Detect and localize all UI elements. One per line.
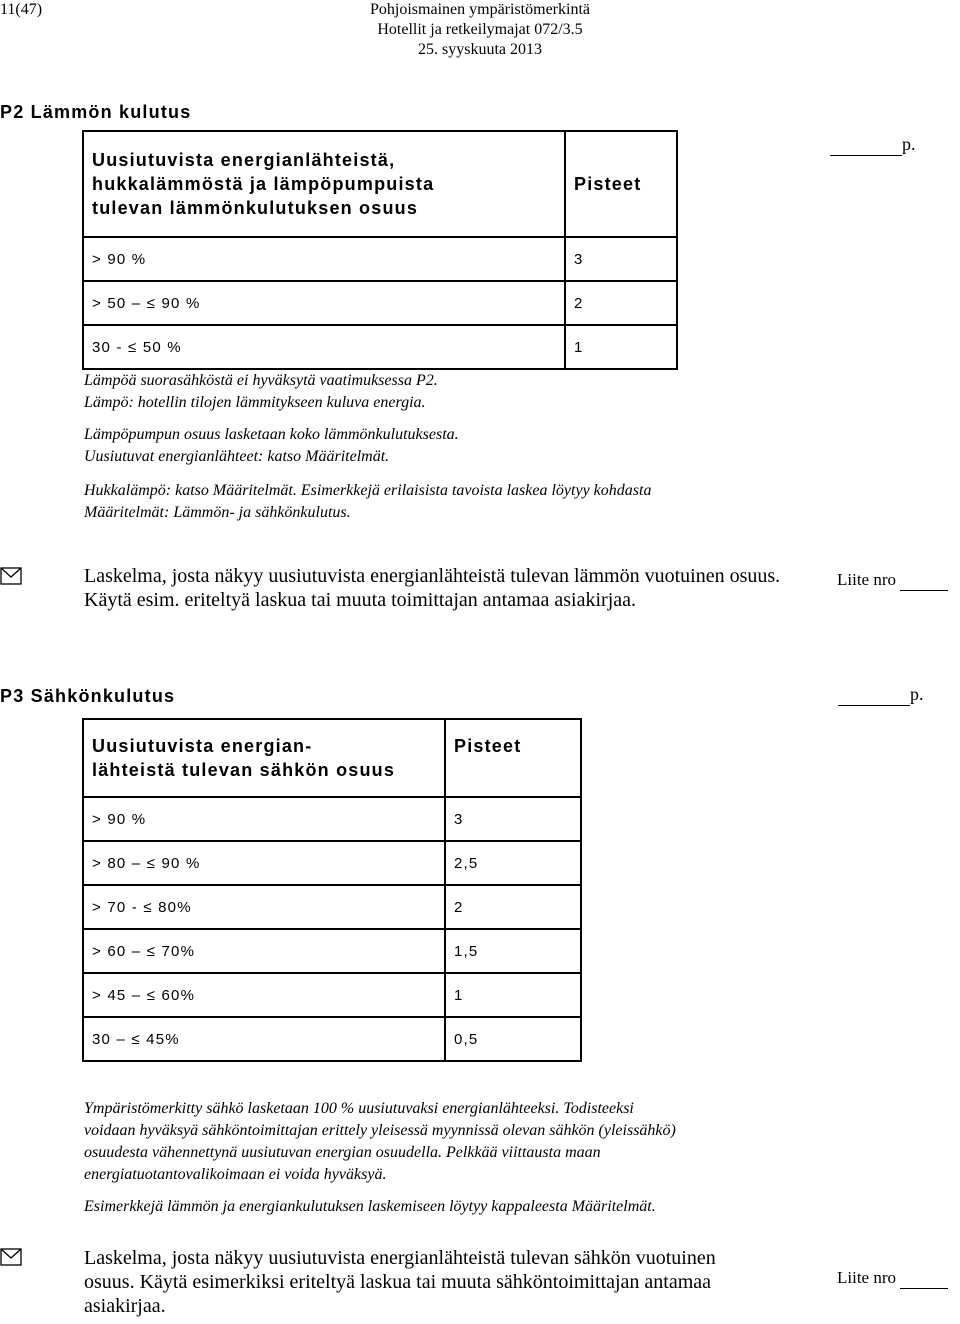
p2-col2-header: Pisteet bbox=[565, 131, 677, 237]
table-row bbox=[83, 885, 581, 929]
points-cell: 3 bbox=[565, 237, 677, 281]
p2-attachment-field bbox=[837, 570, 948, 591]
p3-col1-header: Uusiutuvista energian- lähteistä tulevan sähkön osuus bbox=[83, 719, 445, 797]
p3-points-blank[interactable] bbox=[838, 684, 910, 706]
note-line: Lämpöpumpun osuus lasketaan koko lämmönkulutuksesta. bbox=[84, 426, 459, 443]
table-row bbox=[83, 1017, 581, 1061]
p3-title: P3 Sähkönkulutus bbox=[0, 686, 176, 706]
table-header-row bbox=[83, 719, 581, 797]
p2-points-field bbox=[830, 134, 916, 156]
p2-score-table bbox=[82, 130, 678, 370]
points-cell: 0,5 bbox=[445, 1017, 581, 1061]
points-cell: 1 bbox=[565, 325, 677, 369]
attachment-label: Liite nro bbox=[837, 570, 897, 589]
p2-col1-header: Uusiutuvista energianlähteistä, hukkalämmöstä ja lämpöpumpuista tulevan lämmönkulutuksen osuus bbox=[83, 131, 565, 237]
note-line: osuudesta vähennettynä uusiutuvan energian osuudella. Pelkkää viittausta maan bbox=[84, 1144, 601, 1161]
points-cell: 1,5 bbox=[445, 929, 581, 973]
note-line: Esimerkkejä lämmön ja energiankulutuksen laskemiseen löytyy kappaleesta Määritelmät. bbox=[84, 1198, 656, 1215]
note-line: Ympäristömerkitty sähkö lasketaan 100 % uusiutuvaksi energianlähteeksi. Todisteeksi bbox=[84, 1100, 634, 1117]
p3-attachment-field bbox=[837, 1268, 948, 1289]
note-line: Uusiutuvat energianlähteet: katso Määritelmät. bbox=[84, 448, 390, 465]
points-cell: 2 bbox=[445, 885, 581, 929]
note-line: Määritelmät: Lämmön- ja sähkönkulutus. bbox=[84, 504, 351, 521]
p2-points-blank[interactable] bbox=[830, 134, 902, 156]
p2-attachment-text: Laskelma, josta näkyy uusiutuvista energianlähteistä tulevan lämmön vuotuinen osuus. Käytä esim. eriteltyä laskua tai muuta toimittajan antamaa asiakirjaa. bbox=[84, 565, 781, 611]
points-cell: 2,5 bbox=[445, 841, 581, 885]
p3-col2-header: Pisteet bbox=[445, 719, 581, 797]
envelope-icon bbox=[0, 1248, 22, 1266]
table-row bbox=[83, 841, 581, 885]
range-cell: > 90 % bbox=[83, 237, 565, 281]
envelope-icon bbox=[0, 567, 22, 585]
document-header bbox=[300, 0, 660, 60]
p3-points-field bbox=[838, 684, 924, 706]
p2-points-suffix: p. bbox=[902, 134, 916, 154]
points-cell: 1 bbox=[445, 973, 581, 1017]
note-line: voidaan hyväksyä sähköntoimittajan erittely yleisessä myynnissä olevan sähkön (yleissähkö) bbox=[84, 1122, 676, 1139]
header-line-2: Hotellit ja retkeilymajat 072/3.5 bbox=[377, 21, 583, 38]
range-cell: > 45 – ≤ 60% bbox=[83, 973, 445, 1017]
p2-title: P2 Lämmön kulutus bbox=[0, 102, 192, 122]
header-line-3: 25. syyskuuta 2013 bbox=[418, 41, 542, 58]
range-cell: 30 – ≤ 45% bbox=[83, 1017, 445, 1061]
p3-score-table bbox=[82, 718, 582, 1062]
table-row bbox=[83, 973, 581, 1017]
attachment-number-blank[interactable] bbox=[900, 1268, 948, 1289]
p3-notes bbox=[84, 1098, 676, 1218]
table-row bbox=[83, 929, 581, 973]
table-row bbox=[83, 325, 677, 369]
p2-notes bbox=[84, 370, 651, 524]
table-row bbox=[83, 281, 677, 325]
table-row bbox=[83, 237, 677, 281]
header-line-1: Pohjoismainen ympäristömerkintä bbox=[370, 1, 590, 18]
attachment-number-blank[interactable] bbox=[900, 570, 948, 591]
range-cell: > 80 – ≤ 90 % bbox=[83, 841, 445, 885]
points-cell: 3 bbox=[445, 797, 581, 841]
note-line: Lämpö: hotellin tilojen lämmitykseen kuluva energia. bbox=[84, 394, 426, 411]
range-cell: > 70 - ≤ 80% bbox=[83, 885, 445, 929]
note-line: energiatuotantovalikoimaan ei voida hyväksyä. bbox=[84, 1166, 387, 1183]
range-cell: > 50 – ≤ 90 % bbox=[83, 281, 565, 325]
p3-points-suffix: p. bbox=[910, 684, 924, 704]
p3-attachment-text: Laskelma, josta näkyy uusiutuvista energianlähteistä tulevan sähkön vuotuinen osuus. Käytä esimerkiksi eriteltyä laskua tai muuta sähköntoimittajan antamaa asiakirjaa. bbox=[84, 1247, 716, 1317]
note-line: Hukkalämpö: katso Määritelmät. Esimerkkejä erilaisista tavoista laskea löytyy kohdasta bbox=[84, 482, 652, 499]
page-number: 11(47) bbox=[0, 1, 43, 18]
range-cell: > 90 % bbox=[83, 797, 445, 841]
table-header-row bbox=[83, 131, 677, 237]
table-row bbox=[83, 797, 581, 841]
attachment-label: Liite nro bbox=[837, 1268, 897, 1287]
note-line: Lämpöä suorasähköstä ei hyväksytä vaatimuksessa P2. bbox=[84, 372, 438, 389]
range-cell: 30 - ≤ 50 % bbox=[83, 325, 565, 369]
range-cell: > 60 – ≤ 70% bbox=[83, 929, 445, 973]
points-cell: 2 bbox=[565, 281, 677, 325]
